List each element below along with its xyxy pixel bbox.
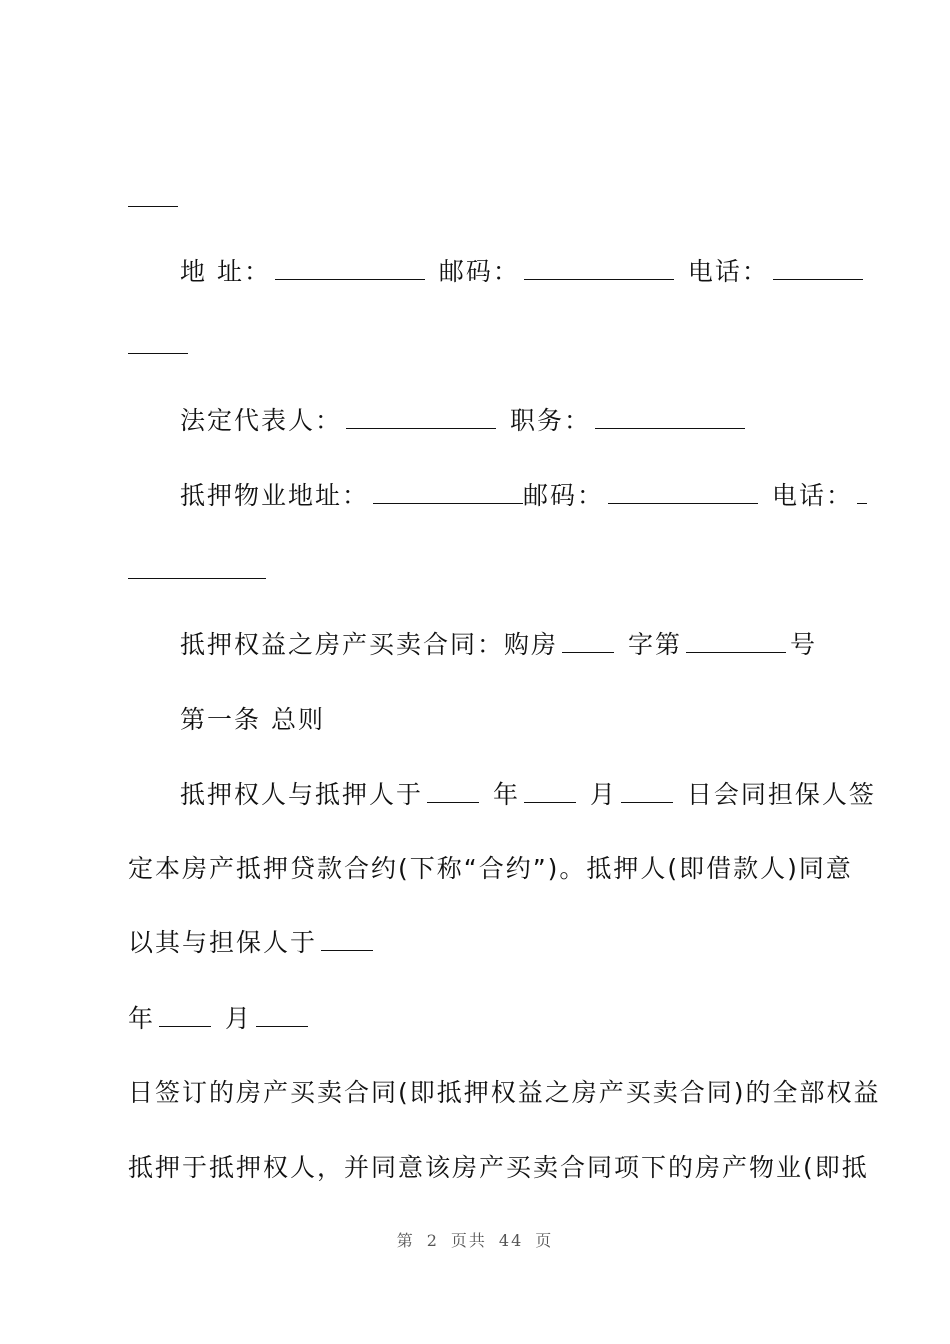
footer-mid: 页共: [450, 1231, 487, 1250]
zip-blank: [524, 259, 674, 280]
legal-rep-blank: [346, 408, 496, 429]
address-line: [180, 255, 842, 289]
para4-month: 月: [224, 1004, 252, 1033]
phone-label-2: 电话：: [771, 481, 853, 510]
phone-blank-2: [857, 483, 867, 504]
para1-year: 年: [492, 780, 520, 809]
para-line-2: 定本房产抵押贷款合约(下称“合约”)。抵押人(即借款人)同意: [128, 854, 853, 883]
phone-blank: [773, 259, 863, 280]
para4-month-blank: [256, 1006, 308, 1027]
footer-prefix: 第: [396, 1231, 415, 1250]
contract-line: [180, 628, 842, 662]
para3-text: 以其与担保人于: [128, 928, 318, 957]
position-blank: [595, 408, 745, 429]
para1-text-b: 日会同担保人签: [686, 780, 876, 809]
fill-blank-continuation: [128, 206, 178, 207]
phone-blank-2-continuation: [128, 578, 266, 579]
contract-mid: 字第: [627, 630, 682, 659]
day-blank: [621, 782, 673, 803]
contract-suffix: 号: [789, 630, 817, 659]
para-line-3: [128, 926, 842, 960]
position-label: 职务：: [509, 406, 591, 435]
para-line-6: 抵押于抵押权人，并同意该房产买卖合同项下的房产物业(即抵: [128, 1153, 869, 1182]
contract-prefix: 抵押权益之房产买卖合同：购房: [180, 630, 559, 659]
para-line-1: [180, 778, 876, 812]
footer-total-pages: 44: [498, 1231, 524, 1250]
para4-year: 年: [128, 1004, 156, 1033]
zip-blank-2: [608, 483, 758, 504]
para3-blank: [321, 930, 373, 951]
article-title: 第一条 总则: [180, 705, 325, 734]
zip-label-2: 邮码：: [523, 481, 605, 510]
para-line-4: [128, 1002, 842, 1036]
para1-text-a: 抵押权人与抵押人于: [180, 780, 424, 809]
legal-rep-label: 法定代表人：: [180, 406, 343, 435]
contract-blank-1: [562, 632, 614, 653]
address-label: 地 址：: [180, 257, 271, 286]
property-address-label: 抵押物业地址：: [180, 481, 370, 510]
property-address-blank: [373, 483, 523, 504]
phone-blank-continuation: [128, 353, 188, 354]
month-blank: [524, 782, 576, 803]
para4-year-blank: [159, 1006, 211, 1027]
para1-month: 月: [589, 780, 617, 809]
contract-blank-2: [686, 632, 786, 653]
page-footer: [0, 1228, 950, 1251]
phone-label: 电话：: [687, 257, 769, 286]
property-address-line: [180, 479, 853, 513]
footer-suffix: 页: [535, 1231, 554, 1250]
zip-label: 邮码：: [438, 257, 520, 286]
para-line-5: 日签订的房产买卖合同(即抵押权益之房产买卖合同)的全部权益: [128, 1078, 881, 1107]
legal-rep-line: [180, 404, 842, 438]
year-blank: [427, 782, 479, 803]
address-blank: [275, 259, 425, 280]
footer-page-number: 2: [426, 1231, 439, 1250]
